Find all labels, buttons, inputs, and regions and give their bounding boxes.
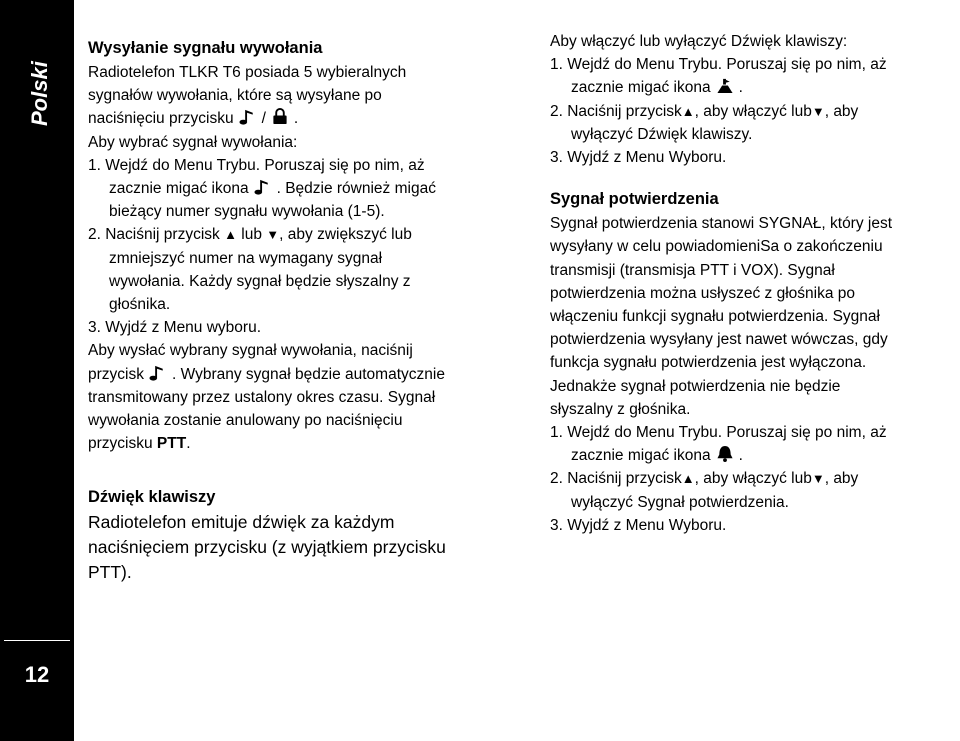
step-2-cont: wyłączyć Dźwięk klawiszy. xyxy=(571,125,753,143)
section-title-call-signal: Wysyłanie sygnału wywołania xyxy=(88,39,323,57)
step-3: 3. Wyjdź z Menu Wyboru. xyxy=(550,516,727,534)
paragraph-line: Sygnał potwierdzenia stanowi SYGNAŁ, który jest xyxy=(550,215,893,233)
step-2-cont: głośnika. xyxy=(109,296,171,314)
up-arrow-icon: ▲ xyxy=(224,227,237,243)
down-arrow-icon: ▼ xyxy=(811,103,825,119)
step-1-cont: zacznie migać ikona . xyxy=(571,79,743,97)
paragraph-line: wywołania zostanie anulowany po naciśnięciu xyxy=(88,412,403,430)
step-2-cont: wyłączyć Sygnał potwierdzenia. xyxy=(571,493,789,511)
paragraph-line: PTT). xyxy=(88,562,132,583)
paragraph-line: funkcja sygnału potwierdzenia jest wyłączona. xyxy=(550,354,867,372)
step-1-cont: bieżący numer sygnału wywołania (1-5). xyxy=(109,203,385,221)
down-arrow-icon: ▼ xyxy=(811,471,825,487)
paragraph-line: Aby wysłać wybrany sygnał wywołania, naciśnij xyxy=(88,342,413,360)
music-note-icon xyxy=(147,364,169,381)
step-1: 1. Wejdź do Menu Trybu. Poruszaj się po nim, aż xyxy=(88,156,425,174)
paragraph-line: Radiotelefon TLKR T6 posiada 5 wybieralnych xyxy=(88,64,407,81)
right-column xyxy=(550,30,960,537)
down-arrow-icon: ▼ xyxy=(266,227,280,243)
paragraph-line: Radiotelefon emituje dźwięk za każdym xyxy=(88,512,395,533)
paragraph-line: potwierdzenia wysyłany jest nawet wówczas, gdy xyxy=(550,331,888,349)
paragraph-line: sygnałów wywołania, które są wysyłane po xyxy=(88,87,382,105)
paragraph-line: Aby włączyć lub wyłączyć Dźwięk klawiszy: xyxy=(550,33,848,50)
music-note-icon xyxy=(237,108,259,125)
paragraph-line: naciśnięciem przycisku (z wyjątkiem przycisku xyxy=(88,537,446,558)
up-arrow-icon: ▲ xyxy=(681,103,695,119)
paragraph-line: wysyłany w celu powiadomieniSa o zakończeniu xyxy=(550,238,883,256)
lock-icon xyxy=(269,108,291,125)
step-1-cont: zacznie migać ikona . xyxy=(571,447,743,465)
paragraph-line: Jednakże sygnał potwierdzenia nie będzie xyxy=(550,377,841,395)
paragraph-line: potwierdzenia można usłyszeć z głośnika po xyxy=(550,284,855,302)
step-2-cont: zmniejszyć numer na wymagany sygnał xyxy=(109,249,383,267)
step-3: 3. Wyjdź z Menu wyboru. xyxy=(88,319,262,337)
sidebar-divider xyxy=(4,640,70,641)
keypad-tone-icon xyxy=(714,77,736,94)
page-number: 12 xyxy=(24,662,50,687)
paragraph-line: Aby wybrać sygnał wywołania: xyxy=(88,133,298,151)
step-2: 2. Naciśnij przycisk ▲ lub ▼, aby zwiększyć lub xyxy=(88,226,412,244)
paragraph-line: słyszalny z głośnika. xyxy=(550,400,691,418)
paragraph-line: transmitowany przez ustalony okres czasu. Sygnał xyxy=(88,388,436,406)
language-label: Polski xyxy=(27,61,52,127)
paragraph-line: przycisku PTT. xyxy=(88,435,191,453)
step-2: 2. Naciśnij przycisk▲, aby włączyć lub▼, aby xyxy=(550,102,859,120)
paragraph-line: włączeniu funkcji sygnału potwierdzenia. Sygnał xyxy=(550,308,880,326)
step-1-cont: zacznie migać ikona . Będzie również migać xyxy=(109,180,436,198)
up-arrow-icon: ▲ xyxy=(681,471,695,487)
left-column xyxy=(88,30,518,585)
paragraph-line: transmisji (transmisja PTT i VOX). Sygnał xyxy=(550,261,835,279)
step-2: 2. Naciśnij przycisk▲, aby włączyć lub▼, aby xyxy=(550,470,859,488)
step-3: 3. Wyjdź z Menu Wyboru. xyxy=(550,149,727,167)
section-title-key-tones: Dźwięk klawiszy xyxy=(88,488,216,507)
music-note-icon xyxy=(252,178,274,195)
step-1: 1. Wejdź do Menu Trybu. Poruszaj się po nim, aż xyxy=(550,56,887,74)
section-title-confirmation: Sygnał potwierdzenia xyxy=(550,190,719,209)
paragraph-line: naciśnięciu przycisku / . xyxy=(88,110,299,128)
bell-icon xyxy=(714,445,736,462)
step-2-cont: wywołania. Każdy sygnał będzie słyszalny z xyxy=(109,272,411,290)
step-1: 1. Wejdź do Menu Trybu. Poruszaj się po nim, aż xyxy=(550,424,887,442)
sidebar xyxy=(0,0,74,741)
paragraph-line: przycisk . Wybrany sygnał będzie automatycznie xyxy=(88,365,445,383)
